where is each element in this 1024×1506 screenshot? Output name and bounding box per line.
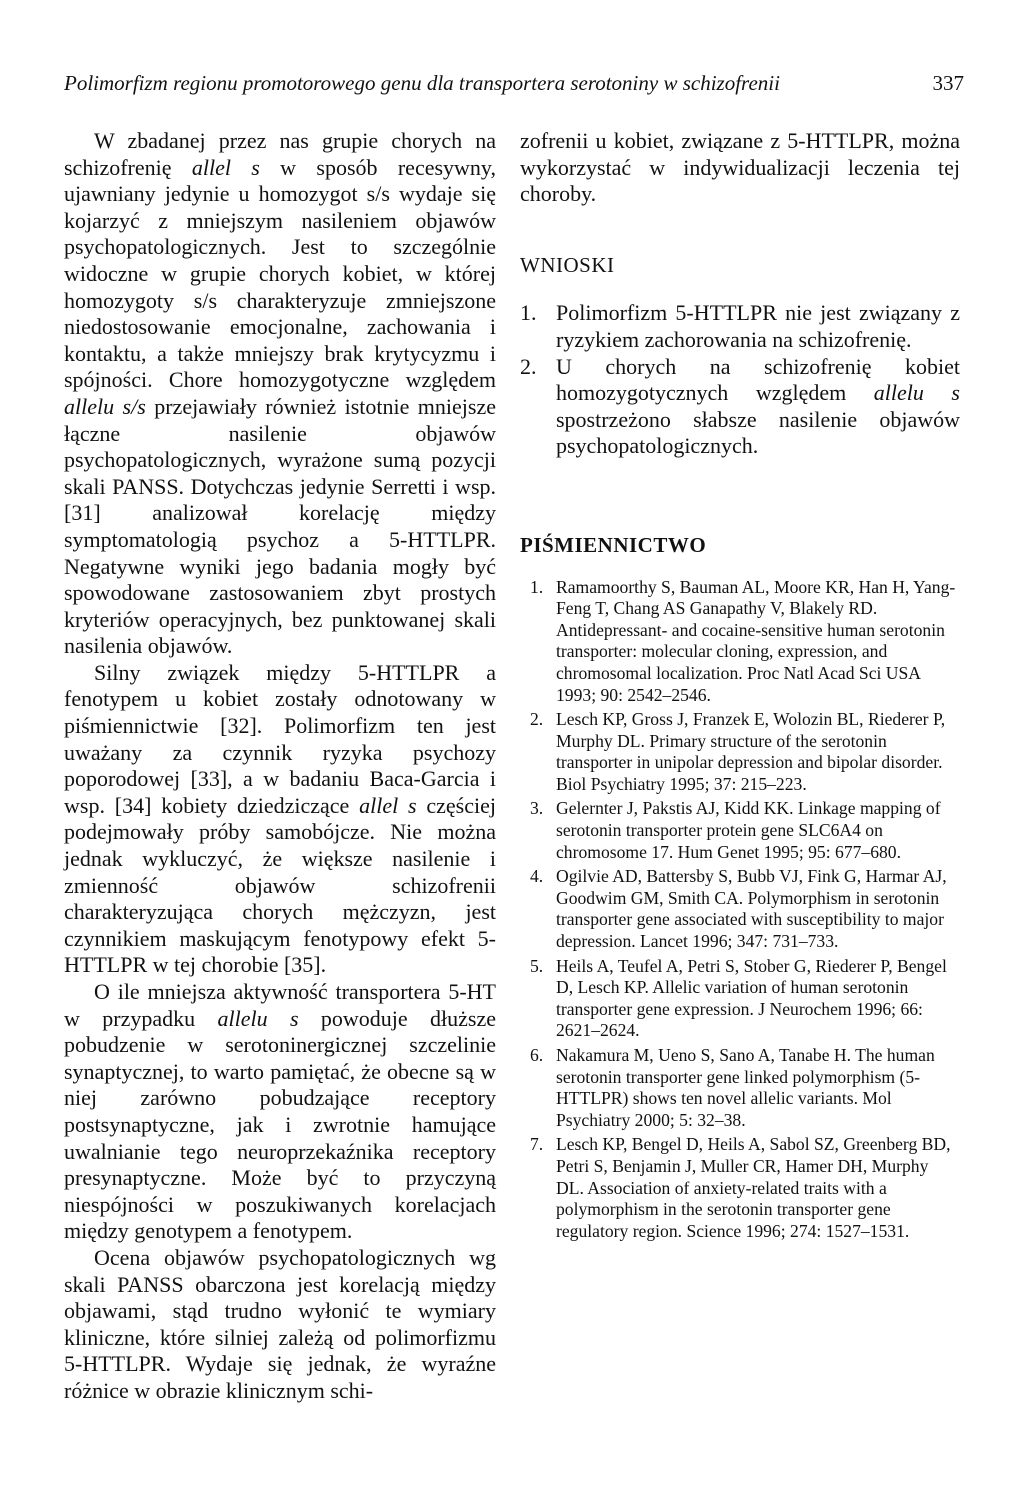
reference-number: 4. [530,866,544,887]
references-heading: PIŚMIENNICTWO [520,532,707,557]
reference-item: 1. Ramamoorthy S, Bauman AL, Moore KR, Han H, Yang-Feng T, Chang AS Ganapathy V, Blakely RD. Antidepressant- and cocaine-sensitive human serotonin transporter: molecular cloning, expression, and chromosomal localization. Proc Natl Acad Sci USA 1993; 90: 2542–2546. [530,576,956,705]
reference-item: 7. Lesch KP, Bengel D, Heils A, Sabol SZ, Greenberg BD, Petri S, Benjamin J, Muller CR, Hamer DH, Murphy DL. Association of anxiety-related traits with a polymorphism in the serotonin transporter gene regulatory region. Science 1996; 274: 1527–1531. [530,1134,951,1241]
right-column [520,128,960,1245]
reference-number: 2. [530,709,544,730]
reference-item: 2. Lesch KP, Gross J, Franzek E, Wolozin BL, Riederer P, Murphy DL. Primary structure of the serotonin transporter in unipolar depression and bipolar disorder. Biol Psychiatry 1995; 37: 215–223. [530,709,946,794]
reference-item: 3. Gelernter J, Pakstis AJ, Kidd KK. Linkage mapping of serotonin transporter protein gene SLC6A4 on chromosome 17. Hum Genet 1995; 95: 677–680. [530,798,941,862]
conclusion-number: 2. [520,353,537,379]
conclusion-item: 2. U chorych na schizofrenię kobiet homozygotycznych względem allelu s spostrzeżono słabsze nasilenie objawów psychopatologicznych. [520,353,960,459]
reference-item: 6. Nakamura M, Ueno S, Sano A, Tanabe H. The human serotonin transporter gene linked polymorphism (5-HTTLPR) shows ten novel allelic variants. Mol Psychiatry 2000; 5: 32–38. [530,1045,935,1130]
body-paragraph: Ocena objawów psychopatologicznych wg skali PANSS obarczona jest korelacją między objawami, stąd trudno wyłonić te wymiary kliniczne, które silniej zależą od polimorfizmu 5-HTTLPR. Wydaje się jednak, że wyraźne różnice w obrazie klinicznym schi- [64,1244,496,1403]
conclusion-number: 1. [520,300,537,326]
reference-number: 3. [530,798,544,819]
reference-number: 1. [530,576,544,597]
running-header [64,68,964,98]
body-paragraph-continued: zofrenii u kobiet, związane z 5-HTTLPR, można wykorzystać w indywidualizacji leczenia tej choroby. [520,128,960,207]
reference-number: 6. [530,1045,544,1065]
conclusions-heading: WNIOSKI [520,252,615,277]
reference-number: 5. [530,955,544,976]
page-number: 337 [932,71,964,95]
body-paragraph: Silny związek między 5-HTTLPR a fenotypem u kobiet zostały odnotowany w piśmiennictwie [32]. Polimorfizm ten jest uważany za czynnik ryzyka psychozy poporodowej [33], a w badaniu Baca-Garcia i wsp. [34] kobiety dziedziczące allel s częściej podejmowały próby samobójcze. Nie można jednak wykluczyć, że większe nasilenie i zmienność objawów schizofrenii charakteryzująca chorych mężczyzn, jest czynnikiem maskującym fenotypowy efekt 5-HTTLPR w tej chorobie [35]. [64,659,496,978]
body-paragraph: O ile mniejsza aktywność transportera 5-HT w przypadku allelu s powoduje dłuższe pobudzenie w serotoninergicznej szczelinie synaptycznej, to warto pamiętać, że obecne są w niej zarówno pobudzające receptory postsynaptyczne, jak i zwrotnie hamujące uwalnianie tego neuroprzekaźnika receptory presynaptyczne. Może być to przyczyną niespójności w poszukiwanych korelacjach między genotypem a fenotypem. [64,979,497,1244]
references-list [520,577,960,1243]
reference-item: 4. Ogilvie AD, Battersby S, Bubb VJ, Fink G, Harmar AJ, Goodwim GM, Smith CA. Polymorphism in serotonin transporter gene associated with susceptibility to major depression. Lancet 1996; 347: 731–733. [530,866,947,952]
body-paragraph: W zbadanej przez nas grupie chorych na schizofrenię allel s w sposób recesywny, ujawniany jedynie u homozygot s/s wydaje się kojarzyć z mniejszym nasileniem objawów psychopatologicznych. Jest to szczególnie widoczne w grupie chorych kobiet, w której homozygoty s/s charakteryzuje zmniejszone niedostosowanie emocjonalne, zachowania i kontaktu, a także mniejszy brak krytycyzmu i spójności. Chore homozygotyczne względem allelu s/s przejawiały również istotnie mniejsze łączne nasilenie objawów psychopatologicznych, wyrażone sumą pozycji skali PANSS. Dotychczas jedynie Serretti i wsp. [31] analizował korelację między symptomatologią psychoz a 5-HTTLPR. Negatywne wyniki jego badania mogły być spowodowane zastosowaniem zbyt prostych kryteriów operacyjnych, bez punktowanej skali nasilenia objawów. [64,128,496,659]
conclusions-list [520,300,960,460]
reference-number: 7. [530,1134,544,1155]
left-column [64,128,496,1405]
running-title: Polimorfizm regionu promotorowego genu dla transportera serotoniny w schizofrenii [64,71,780,95]
conclusion-item: 1. Polimorfizm 5-HTTLPR nie jest związany z ryzykiem zachorowania na schizofrenię. [520,300,960,352]
reference-item: 5. Heils A, Teufel A, Petri S, Stober G, Riederer P, Bengel D, Lesch KP. Allelic variation of human serotonin transporter gene expression. J Neurochem 1996; 66: 2621–2624. [530,955,947,1041]
